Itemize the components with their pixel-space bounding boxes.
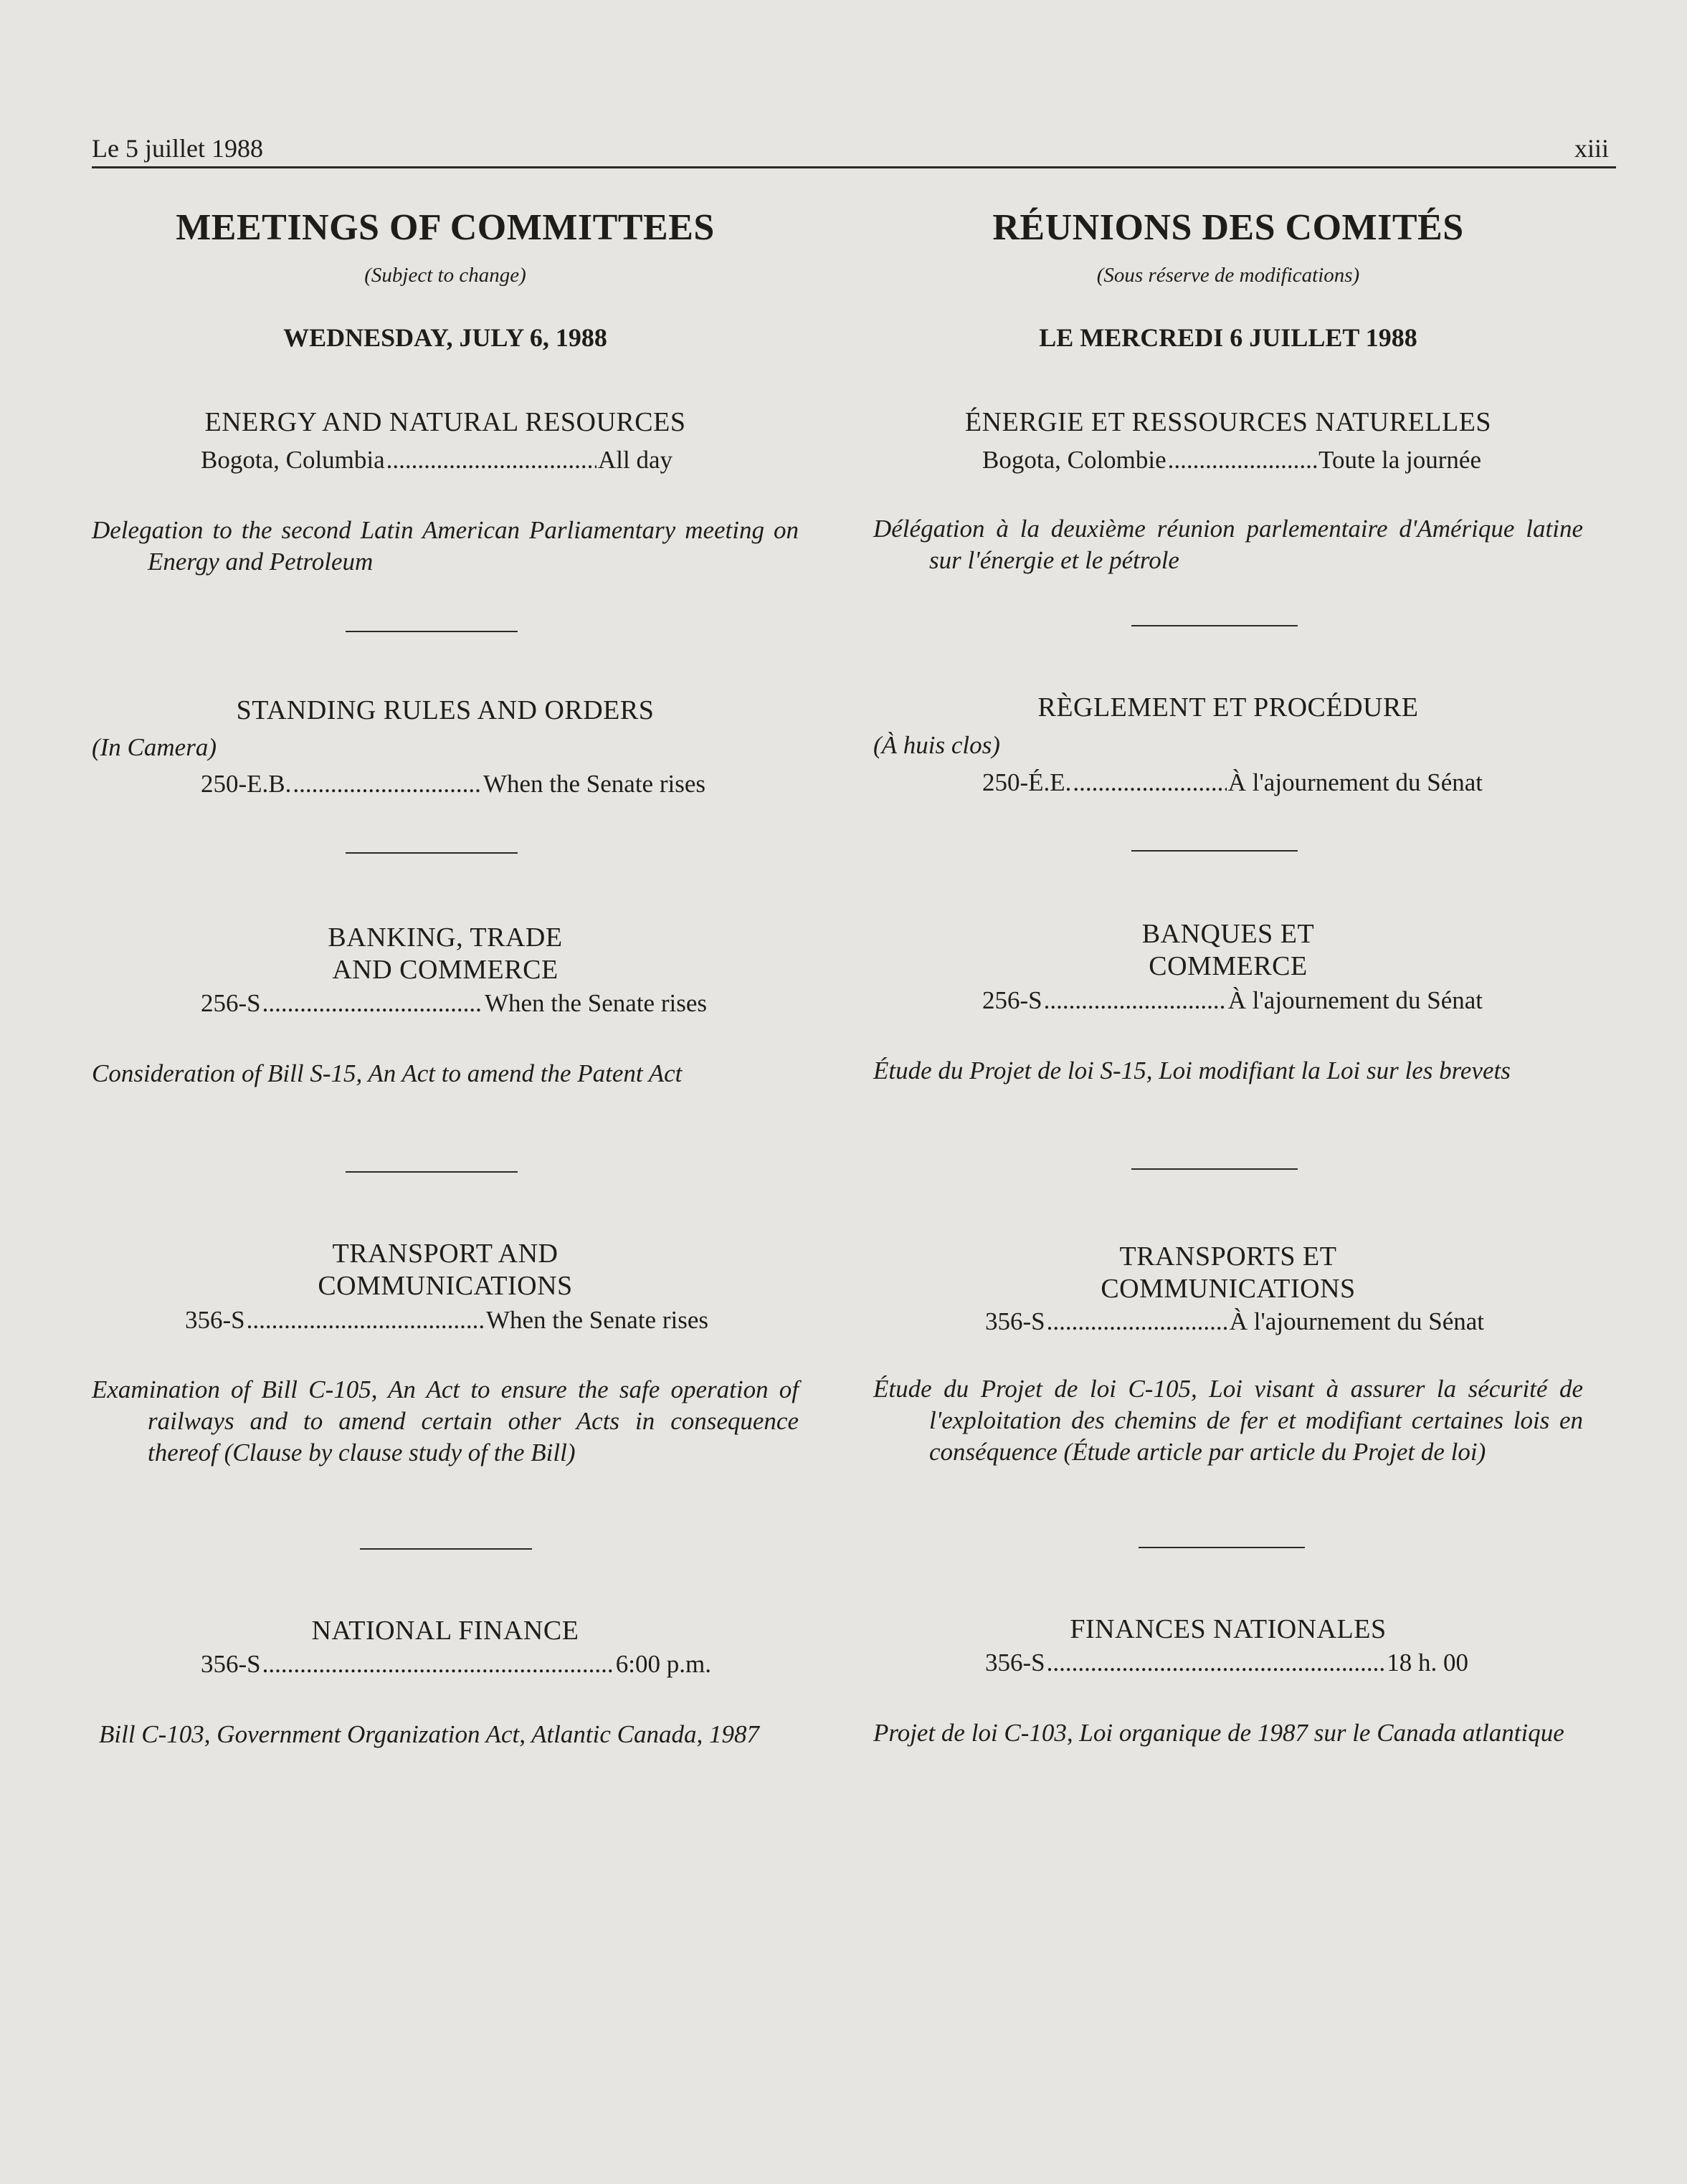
section-divider [1131, 1168, 1298, 1170]
page-header [92, 130, 1616, 168]
committee-time: 18 h. 00 [1387, 1649, 1468, 1677]
committee-name: RÈGLEMENT ET PROCÉDURE [1037, 692, 1419, 723]
committee-time: When the Senate rises [484, 989, 707, 1017]
committee-room: Bogota, Columbia [201, 446, 385, 474]
committee-location-row [985, 1649, 1468, 1677]
leader-dots [1168, 446, 1317, 475]
section-divider [346, 852, 518, 854]
page-title-french: RÉUNIONS DES COMITÉS [992, 207, 1464, 248]
committee-time: When the Senate rises [485, 1306, 708, 1334]
committee-location-row [201, 446, 673, 475]
section-divider [346, 1171, 518, 1173]
committee-description: Bill C-103, Government Organization Act, Atlantic Canada, 1987 [99, 1720, 759, 1748]
leader-dots [262, 989, 483, 1018]
committee-time: All day [597, 446, 673, 474]
committee-name: TRANSPORT AND [332, 1239, 559, 1269]
committee-location-row [982, 986, 1483, 1015]
committee-location-row [201, 770, 705, 798]
committee-description: Étude du Projet de loi S-15, Loi modifiant la Loi sur les brevets [873, 1057, 1511, 1084]
committee-name: COMMERCE [1149, 951, 1308, 981]
committee-room: 356-S [185, 1306, 245, 1334]
subject-note-french: (Sous réserve de modifications) [1096, 264, 1360, 287]
committee-name: COMMUNICATIONS [318, 1271, 573, 1301]
section-divider [1131, 625, 1298, 626]
committee-name: NATIONAL FINANCE [311, 1616, 579, 1646]
committee-room: 356-S [201, 1650, 261, 1678]
meeting-day-french: LE MERCREDI 6 JUILLET 1988 [1039, 323, 1417, 352]
committee-name: BANKING, TRADE [328, 922, 563, 953]
committee-name: COMMUNICATIONS [1101, 1274, 1356, 1304]
committee-name: FINANCES NATIONALES [1070, 1614, 1387, 1644]
committee-time: À l'ajournement du Sénat [1229, 1307, 1484, 1335]
committee-name: ENERGY AND NATURAL RESOURCES [204, 407, 686, 437]
section-divider [346, 631, 518, 632]
committee-description: Projet de loi C-103, Loi organique de 1987 sur le Canada atlantique [873, 1719, 1564, 1747]
header-date: Le 5 juillet 1988 [92, 134, 263, 163]
committee-location-row [185, 1306, 708, 1335]
meeting-day: WEDNESDAY, JULY 6, 1988 [283, 323, 607, 352]
committee-room: Bogota, Colombie [982, 446, 1166, 474]
committee-description: Consideration of Bill S-15, An Act to amend the Patent Act [92, 1059, 683, 1087]
committee-name: AND COMMERCE [332, 955, 559, 985]
committee-room: 356-S [985, 1307, 1045, 1335]
page-number: xiii [1574, 134, 1609, 163]
leader-dots [262, 1650, 614, 1679]
committee-time: 6:00 p.m. [615, 1650, 711, 1678]
committee-name: ÉNERGIE ET RESSOURCES NATURELLES [964, 407, 1492, 437]
section-divider [1139, 1547, 1305, 1548]
committee-location-row [201, 1650, 711, 1679]
committee-location-row [982, 768, 1483, 797]
committee-time: À l'ajournement du Sénat [1227, 986, 1483, 1014]
committee-room: 256-S [201, 989, 261, 1017]
committee-name: TRANSPORTS ET [1119, 1241, 1337, 1272]
committee-name: STANDING RULES AND ORDERS [236, 695, 655, 725]
leader-dots [293, 770, 482, 798]
committee-time: Toute la journée [1318, 446, 1481, 474]
committee-time: À l'ajournement du Sénat [1227, 768, 1483, 796]
committee-room: 256-S [982, 986, 1042, 1014]
committee-description: Étude du Projet de loi C-105, Loi visant à assurer la sécurité de l'exploitation des chemins de fer et modifiant certaines lois en conséquence (Étude article par article du Projet de loi) [873, 1375, 1583, 1466]
committee-time: When the Senate rises [483, 770, 705, 798]
leader-dots [1073, 768, 1226, 797]
committee-location-row [985, 1307, 1484, 1336]
page-title: MEETINGS OF COMMITTEES [176, 207, 715, 248]
leader-dots [247, 1306, 485, 1335]
committee-location-row [201, 989, 707, 1018]
leader-dots [1047, 1307, 1228, 1336]
section-divider [360, 1548, 532, 1550]
in-camera-note: (À huis clos) [873, 731, 1000, 759]
in-camera-note: (In Camera) [92, 733, 217, 761]
committee-description: Delegation to the second Latin American Parliamentary meeting on Energy and Petroleum [92, 516, 799, 576]
leader-dots [386, 446, 597, 475]
subject-note: (Subject to change) [364, 264, 526, 287]
committee-description: Délégation à la deuxième réunion parlementaire d'Amérique latine sur l'énergie et le pétrole [873, 515, 1583, 574]
leader-dots [1044, 986, 1227, 1015]
committee-room: 250-E.B. [201, 770, 292, 798]
committee-name: BANQUES ET [1141, 919, 1315, 949]
committee-room: 250-É.E. [982, 768, 1072, 796]
section-divider [1131, 850, 1298, 852]
committee-location-row [982, 446, 1481, 475]
committee-description: Examination of Bill C-105, An Act to ensure the safe operation of railways and to amend certain other Acts in consequence thereof (Clause by clause study of the Bill) [92, 1375, 799, 1467]
committee-room: 356-S [985, 1649, 1045, 1677]
leader-dots [1047, 1649, 1386, 1677]
